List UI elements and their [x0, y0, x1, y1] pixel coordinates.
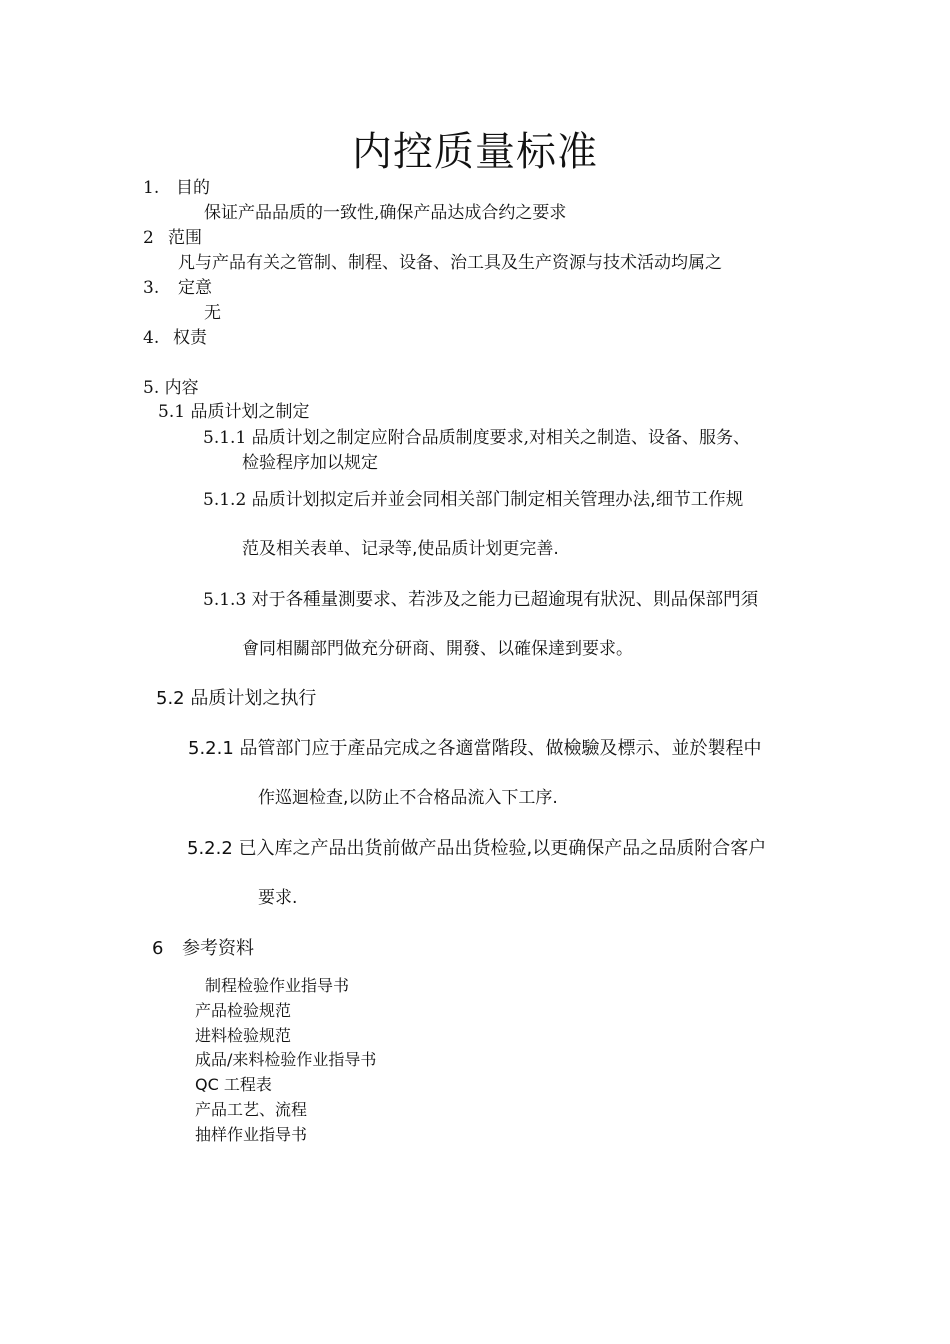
section-1-text: 保证产品品质的一致性,确保产品达成合约之要求: [204, 203, 567, 223]
reference-item: 产品工艺、流程: [195, 1100, 308, 1119]
reference-part: 成品: [195, 1050, 228, 1069]
reference-item: 抽样作业指导书: [195, 1125, 308, 1144]
item-5-1-2-rest: 並会同相关部门制定相关管理办法,细节工作规: [387, 490, 744, 510]
item-5-2-2-line1: 5.2.2 已入库之产品出货前做产品出货检验,以更确保产品之品质附合客户: [187, 838, 767, 859]
section-5-heading: 5. 内容: [143, 378, 199, 398]
reference-part: 产品: [195, 1001, 228, 1020]
reference-item: [195, 1052, 376, 1069]
section-3-number: 3.: [143, 278, 160, 298]
reference-item: [195, 1003, 291, 1020]
reference-part: 作业指导书: [296, 1050, 377, 1069]
item-5-1-3-prefix: 5.1.3 对于: [203, 590, 286, 610]
item-5-1-2-line1: [203, 491, 743, 510]
item-5-1-3-line1: [203, 591, 758, 610]
item-5-2-2-line2: 要求.: [258, 888, 298, 908]
section-1-heading: 目的: [176, 178, 210, 198]
section-2-text: 凡与产品有关之管制、制程、设备、治工具及生产资源与技术活动均属之: [178, 253, 722, 273]
item-5-1-2-line2: 范及相关表单、记录等,使品质计划更完善.: [242, 539, 559, 559]
reference-item: QC 工程表: [195, 1075, 272, 1094]
reference-part: 检验规范: [227, 1001, 292, 1020]
reference-item: 制程检验作业指导书: [205, 976, 350, 995]
item-5-1-3-rest: 各種量測要求、若涉及之能力已超逾現有狀況、則品保部門須: [285, 590, 759, 610]
document-title: 内控质量标准: [352, 129, 598, 175]
section-4-number: 4.: [143, 328, 160, 348]
section-1-number: 1.: [143, 178, 160, 198]
reference-part: /来料检验: [227, 1050, 297, 1069]
item-5-1-3-line2: 會同相關部門做充分研商、開發、以確保達到要求。: [242, 639, 633, 659]
item-5-1-2-prefix: 5.1.2 品质计划拟定后并: [203, 490, 388, 510]
item-5-1-1-line1: 5.1.1 品质计划之制定应附合品质制度要求,对相关之制造、设备、服务、: [203, 428, 751, 448]
section-5-1-heading: 5.1 品质计划之制定: [158, 402, 310, 422]
section-3-text: 无: [204, 303, 221, 323]
section-4-heading: 权责: [173, 328, 207, 348]
section-3-heading: 定意: [178, 278, 212, 298]
item-5-2-1-line1: 5.2.1 品管部门应于產品完成之各適當階段、做檢驗及標示、並於製程中: [188, 738, 762, 759]
section-2-number: 2: [143, 228, 154, 248]
item-5-1-1-line2: 检验程序加以规定: [242, 453, 378, 473]
section-6-number: 6: [152, 938, 164, 959]
reference-item: 进料检验规范: [195, 1026, 292, 1045]
section-5-2-heading: 5.2 品质计划之执行: [156, 688, 317, 709]
section-6-heading: 参考资料: [182, 938, 254, 959]
item-5-2-1-line2: 作巡迴检查,以防止不合格品流入下工序.: [258, 788, 558, 808]
section-2-heading: 范围: [168, 228, 202, 248]
